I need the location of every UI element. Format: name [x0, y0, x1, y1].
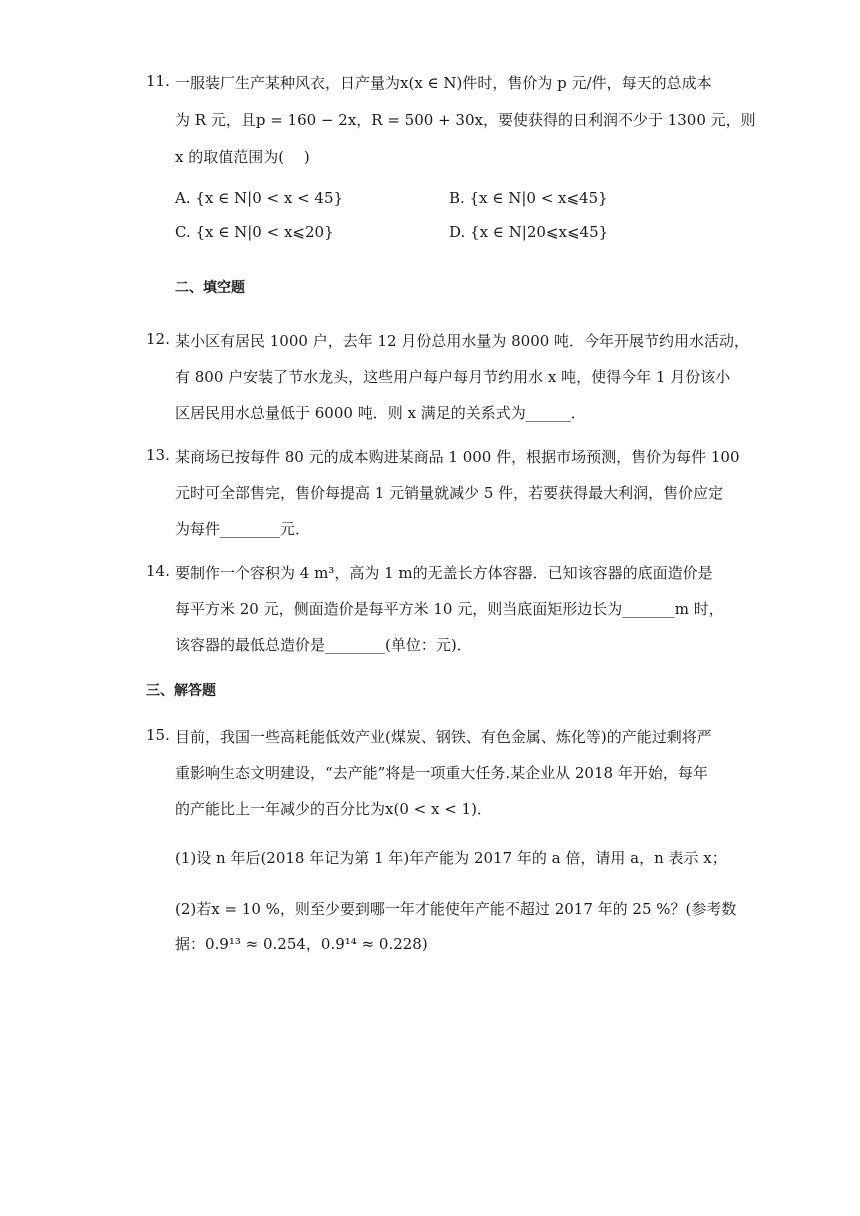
- question-text-line: 有 800 户安装了节水龙头，这些用户每户每月节约用水 x 吨，使得今年 1 月份该小: [175, 368, 731, 386]
- option-a: A. {x ∈ N|0 < x < 45}: [175, 189, 344, 207]
- question-text-line: 为每件________元．: [175, 520, 311, 538]
- section-heading-fill-blank: 二、填空题: [175, 280, 245, 296]
- question-text-line: 某小区有居民 1000 户，去年 12 月份总用水量为 8000 吨．今年开展节约用水活动，: [175, 332, 750, 350]
- question-text-line: 目前，我国一些高耗能低效产业(煤炭、钢铁、有色金属、炼化等)的产能过剩将严: [175, 728, 712, 746]
- question-number: 11.: [146, 72, 170, 90]
- question-text-line: 区居民用水总量低于 6000 吨．则 x 满足的关系式为______．: [175, 404, 586, 422]
- question-text-line: 一服装厂生产某种风衣，日产量为x(x ∈ N)件时，售价为 p 元/件，每天的总成本: [175, 74, 712, 92]
- question-text-line: 某商场已按每件 80 元的成本购进某商品 1 000 件，根据市场预测，售价为每件 100: [175, 448, 740, 466]
- question-text-line: 重影响生态文明建设，“去产能”将是一项重大任务.某企业从 2018 年开始，每年: [175, 764, 708, 782]
- subquestion-1: (1)设 n 年后(2018 年记为第 1 年)年产能为 2017 年的 a 倍，请用 a，n 表示 x；: [175, 849, 727, 867]
- question-text-line: 为 R 元，且p = 160 − 2x，R = 500 + 30x，要使获得的日利润不少于 1300 元，则: [175, 111, 756, 129]
- question-number: 15.: [146, 726, 170, 744]
- question-number: 12.: [146, 330, 170, 348]
- option-c: C. {x ∈ N|0 < x⩽20}: [175, 223, 334, 241]
- section-heading-solution: 三、解答题: [146, 683, 216, 699]
- subquestion-2-line: 据：0.9¹³ ≈ 0.254，0.9¹⁴ ≈ 0.228): [175, 935, 428, 953]
- question-text-line: 每平方米 20 元，侧面造价是每平方米 10 元，则当底面矩形边长为_______m 时，: [175, 600, 724, 618]
- question-text-line: x 的取值范围为( ): [175, 148, 310, 166]
- question-number: 13.: [146, 446, 170, 464]
- question-text-line: 的产能比上一年减少的百分比为x(0 < x < 1)．: [175, 800, 492, 818]
- option-d: D. {x ∈ N|20⩽x⩽45}: [449, 223, 609, 241]
- option-b: B. {x ∈ N|0 < x⩽45}: [449, 189, 608, 207]
- question-text-line: 元时可全部售完，售价每提高 1 元销量就减少 5 件，若要获得最大利润，售价应定: [175, 484, 724, 502]
- question-text-line: 要制作一个容积为 4 m³，高为 1 m的无盖长方体容器．已知该容器的底面造价是: [175, 564, 713, 582]
- question-text-line: 该容器的最低总造价是________(单位：元)．: [175, 636, 472, 654]
- subquestion-2-line: (2)若x = 10 %，则至少要到哪一年才能使年产能不超过 2017 年的 25 %？(参考数: [175, 900, 737, 918]
- question-number: 14.: [146, 562, 170, 580]
